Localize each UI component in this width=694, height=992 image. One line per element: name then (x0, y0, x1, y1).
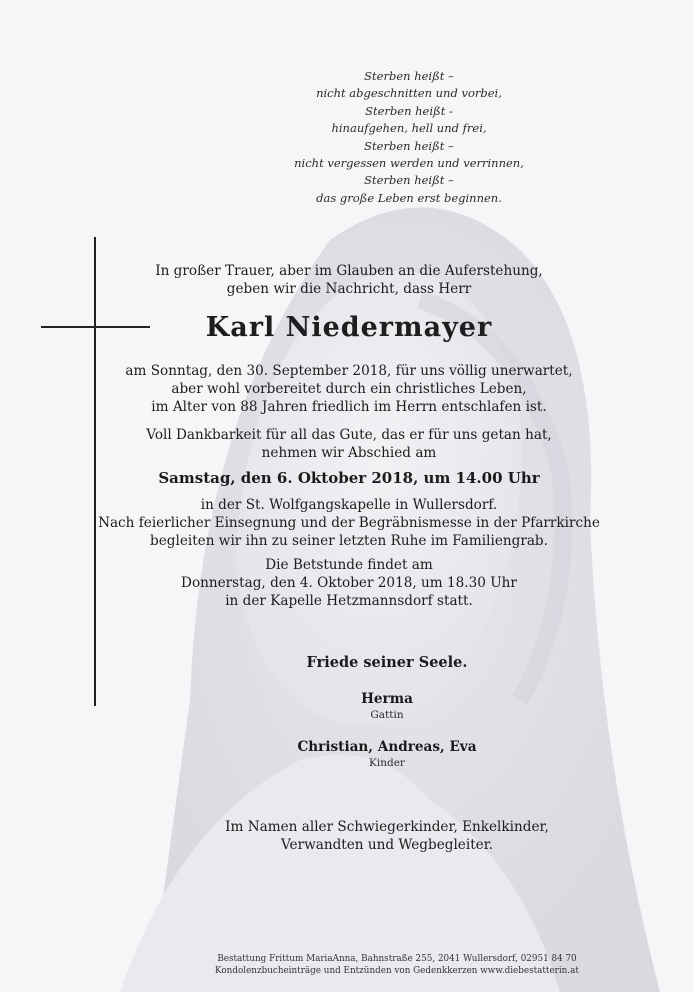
poem-line: Sterben heißt – (364, 138, 454, 153)
intro-line: In großer Trauer, aber im Glauben an die Auferstehung, (155, 263, 543, 279)
poem-line: hinaufgehen, hell und frei, (331, 121, 487, 136)
death-line: am Sonntag, den 30. September 2018, für uns völlig unerwartet, (125, 363, 573, 379)
poem-line: Sterben heißt – (364, 173, 454, 188)
footer-website: Kondolenzbucheinträge und Entzünden von Gedenkkerzen www.diebestatterin.at (215, 966, 579, 976)
prayer-line: Donnerstag, den 4. Oktober 2018, um 18.30 Uhr (181, 575, 517, 592)
mourner-role: Kinder (369, 757, 405, 769)
mourner-name: Christian, Andreas, Eva (297, 739, 477, 755)
thanks-line: Voll Dankbarkeit für all das Gute, das er für uns getan hat, (146, 427, 552, 443)
mourner-name: Herma (361, 691, 413, 707)
prayer-line: Die Betstunde findet am (265, 557, 433, 573)
farewell-place (2, 496, 694, 551)
thanks-text (2, 426, 694, 462)
place-line: begleiten wir ihn zu seiner letzten Ruhe im Familiengrab. (150, 533, 548, 550)
prayer-hour (2, 556, 694, 611)
thanks-line: nehmen wir Abschied am (261, 445, 437, 462)
place-line: in der St. Wolfgangskapelle in Wullersdorf. (200, 497, 498, 513)
poem-line: Sterben heißt - (365, 103, 453, 118)
death-line: aber wohl vorbereitet durch ein christliches Leben, (171, 381, 527, 398)
poem-line: nicht abgeschnitten und vorbei, (316, 86, 502, 101)
mourner-children (40, 738, 694, 770)
poem (62, 68, 694, 207)
mourner-spouse (40, 690, 694, 722)
peace-line: Friede seiner Seele. (306, 654, 468, 671)
death-line: im Alter von 88 Jahren friedlich im Herrn entschlafen ist. (151, 399, 547, 416)
poem-line: das große Leben erst beginnen. (316, 190, 502, 205)
farewell-date: Samstag, den 6. Oktober 2018, um 14.00 Uhr (158, 469, 540, 487)
intro-line: geben wir die Nachricht, dass Herr (226, 281, 472, 298)
deceased-name: Karl Niedermayer (205, 312, 493, 343)
death-notice (2, 362, 694, 417)
announcement-intro (2, 262, 694, 298)
funeral-home-footer (50, 953, 694, 977)
poem-line: nicht vergessen werden und verrinnen, (294, 156, 524, 171)
place-line: Nach feierlicher Einsegnung und der Begräbnismesse in der Pfarrkirche (98, 515, 600, 532)
closing-text (40, 818, 694, 854)
poem-line: Sterben heißt – (364, 69, 454, 83)
closing-line: Im Namen aller Schwiegerkinder, Enkelkinder, (225, 819, 549, 835)
mourner-role: Gattin (370, 709, 404, 721)
closing-line: Verwandten und Wegbegleiter. (280, 837, 494, 854)
footer-address: Bestattung Frittum MariaAnna, Bahnstraße 255, 2041 Wullersdorf, 02951 84 70 (217, 954, 577, 964)
prayer-line: in der Kapelle Hetzmannsdorf statt. (225, 593, 473, 610)
